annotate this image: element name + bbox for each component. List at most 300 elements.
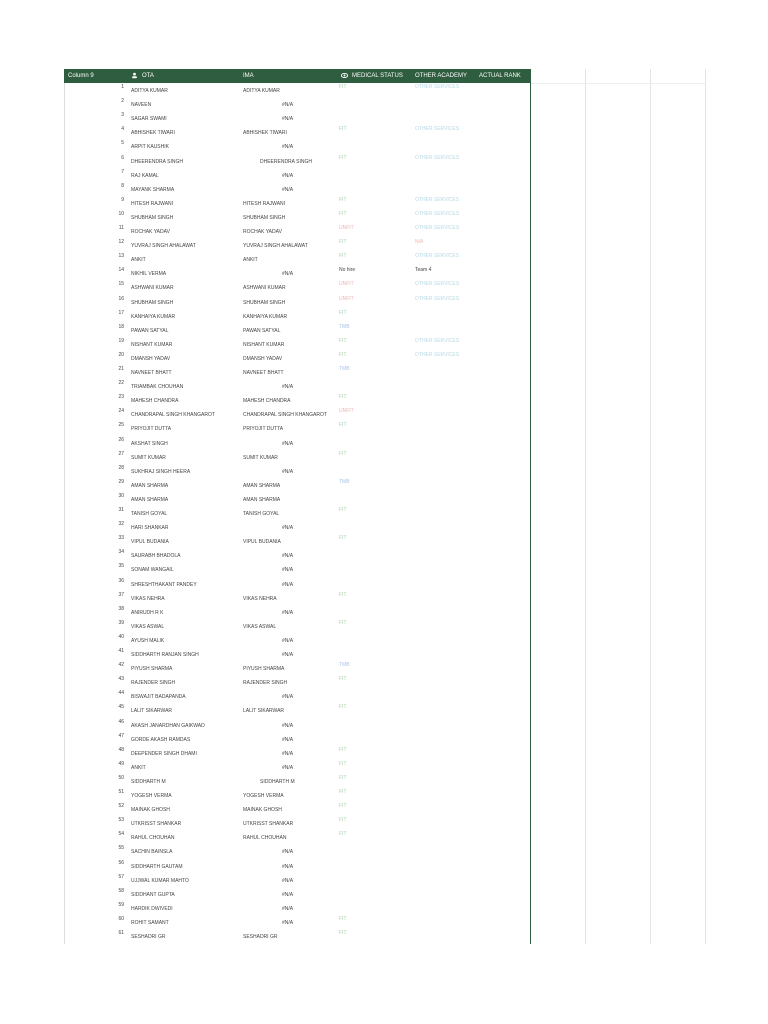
medical-status-cell[interactable]: FIT bbox=[339, 351, 347, 358]
table-row[interactable] bbox=[64, 548, 531, 562]
table-row[interactable] bbox=[64, 605, 531, 619]
ota-cell[interactable]: LALIT SIKARWAR bbox=[131, 708, 173, 715]
ima-cell[interactable]: PRIYOJIT DUTTA bbox=[243, 426, 284, 433]
row-number[interactable]: 42 bbox=[118, 662, 124, 669]
ota-cell[interactable]: SUMIT KUMAR bbox=[131, 454, 166, 461]
ima-cell[interactable]: VIKAS NEHRA bbox=[243, 595, 277, 602]
ima-cell[interactable]: SHUBHAM SINGH bbox=[243, 299, 286, 306]
ima-cell[interactable]: AMAN SHARMA bbox=[243, 496, 281, 503]
ima-cell[interactable]: #N/A bbox=[282, 186, 294, 193]
table-row[interactable] bbox=[64, 760, 531, 774]
table-row[interactable] bbox=[64, 182, 531, 196]
ima-cell[interactable]: VIPUL BUDANIA bbox=[243, 539, 281, 546]
table-row[interactable] bbox=[64, 844, 531, 858]
row-number[interactable]: 20 bbox=[118, 351, 124, 358]
table-row[interactable] bbox=[64, 633, 531, 647]
ota-cell[interactable]: SIDDHANT GUPTA bbox=[131, 891, 175, 898]
ota-cell[interactable]: PAWAN SATYAL bbox=[131, 327, 169, 334]
ima-cell[interactable]: YUVRAJ SINGH AHALAWAT bbox=[243, 243, 308, 250]
other-academy-cell[interactable]: Team 4 bbox=[415, 267, 432, 274]
medical-status-cell[interactable]: FIT bbox=[339, 450, 347, 457]
row-number[interactable]: 18 bbox=[118, 323, 124, 330]
row-number[interactable]: 59 bbox=[118, 901, 124, 908]
table-row[interactable] bbox=[64, 238, 531, 252]
table-row[interactable] bbox=[64, 252, 531, 266]
medical-status-cell[interactable]: FIT bbox=[339, 239, 347, 246]
ota-cell[interactable]: AYUSH MALIK bbox=[131, 637, 165, 644]
ota-cell[interactable]: YOGESH VERMA bbox=[131, 793, 172, 799]
row-number[interactable]: 49 bbox=[118, 760, 124, 767]
row-number[interactable]: 61 bbox=[118, 930, 124, 936]
medical-status-cell[interactable]: FIT bbox=[339, 253, 347, 260]
other-academy-cell[interactable]: OTHER SERVICES bbox=[415, 295, 460, 302]
table-row[interactable] bbox=[64, 450, 531, 464]
ota-cell[interactable]: DMANSH YADAV bbox=[131, 355, 171, 362]
ota-cell[interactable]: ADITYA KUMAR bbox=[131, 88, 168, 94]
medical-status-cell[interactable]: FIT bbox=[339, 803, 347, 810]
medical-status-cell[interactable]: FIT bbox=[339, 746, 347, 753]
row-number[interactable]: 60 bbox=[118, 915, 124, 922]
row-number[interactable]: 43 bbox=[118, 676, 124, 683]
table-row[interactable] bbox=[64, 689, 531, 703]
table-row[interactable] bbox=[64, 323, 531, 337]
ota-cell[interactable]: AKSHAT SINGH bbox=[131, 440, 168, 447]
ota-cell[interactable]: BISWAJIT BADAPANDA bbox=[131, 694, 186, 701]
ima-cell[interactable]: SHUBHAM SINGH bbox=[243, 214, 286, 221]
ima-cell[interactable]: #N/A bbox=[282, 722, 294, 729]
ota-cell[interactable]: ROCHAK YADAV bbox=[131, 229, 170, 235]
medical-status-cell[interactable]: FIT bbox=[339, 309, 347, 316]
ota-cell[interactable]: SHRESHTHAKANT PANDEY bbox=[131, 581, 197, 588]
medical-status-cell[interactable]: FIT bbox=[339, 196, 347, 203]
table-row[interactable] bbox=[64, 351, 531, 365]
ima-cell[interactable]: #N/A bbox=[282, 553, 294, 560]
ota-cell[interactable]: SESHADRI GR bbox=[131, 934, 166, 940]
table-row[interactable] bbox=[64, 577, 531, 591]
medical-status-cell[interactable]: FIT bbox=[339, 817, 347, 824]
ota-cell[interactable]: SAURABH BHADOLA bbox=[131, 553, 181, 560]
ima-cell[interactable]: #N/A bbox=[282, 652, 294, 658]
medical-status-cell[interactable]: UNFIT bbox=[339, 295, 354, 302]
row-number[interactable]: 23 bbox=[118, 394, 124, 401]
ota-cell[interactable]: AKASH JANARDHAN GAIKWAD bbox=[131, 722, 205, 729]
ima-cell[interactable]: #N/A bbox=[282, 468, 294, 475]
table-row[interactable] bbox=[64, 675, 531, 689]
ima-cell[interactable]: KANHAIYA KUMAR bbox=[243, 313, 288, 320]
ota-cell[interactable]: DHEERENDRA SINGH bbox=[131, 158, 183, 165]
row-number[interactable]: 11 bbox=[118, 225, 124, 231]
table-row[interactable] bbox=[64, 280, 531, 294]
table-row[interactable] bbox=[64, 915, 531, 929]
ota-cell[interactable]: ANKIT bbox=[131, 257, 146, 264]
row-number[interactable]: 16 bbox=[118, 295, 124, 302]
ima-cell[interactable]: SESHADRI GR bbox=[243, 934, 278, 940]
ima-cell[interactable]: #N/A bbox=[282, 736, 294, 743]
table-row[interactable] bbox=[64, 901, 531, 915]
ima-cell[interactable]: TANISH GOYAL bbox=[243, 511, 280, 517]
row-number[interactable]: 29 bbox=[118, 478, 124, 485]
table-row[interactable] bbox=[64, 309, 531, 323]
ota-cell[interactable]: VIPUL BUDANIA bbox=[131, 539, 169, 546]
row-number[interactable]: 50 bbox=[118, 774, 124, 781]
ota-cell[interactable]: CHANDRAPAL SINGH KHANGAROT bbox=[131, 412, 215, 419]
ima-cell[interactable]: #N/A bbox=[282, 525, 294, 532]
row-number[interactable]: 41 bbox=[118, 648, 124, 654]
row-number[interactable]: 4 bbox=[121, 126, 124, 133]
other-academy-cell[interactable]: OTHER SERVICES bbox=[415, 351, 460, 358]
row-number[interactable]: 27 bbox=[118, 450, 124, 457]
medical-status-cell[interactable]: FIT bbox=[339, 789, 347, 795]
row-number[interactable]: 22 bbox=[118, 380, 124, 387]
table-row[interactable] bbox=[64, 111, 531, 125]
ota-cell[interactable]: KANHAIYA KUMAR bbox=[131, 313, 176, 320]
row-number[interactable]: 2 bbox=[121, 98, 124, 105]
table-row[interactable] bbox=[64, 703, 531, 717]
row-number[interactable]: 37 bbox=[118, 591, 124, 598]
table-row[interactable] bbox=[64, 774, 531, 788]
ima-cell[interactable]: DHEERENDRA SINGH bbox=[260, 158, 312, 165]
ima-cell[interactable]: #N/A bbox=[282, 440, 294, 447]
ima-cell[interactable]: #N/A bbox=[282, 637, 294, 644]
ota-cell[interactable]: NAVEEN bbox=[131, 102, 152, 109]
ima-cell[interactable]: #N/A bbox=[282, 863, 294, 870]
ima-cell[interactable]: #N/A bbox=[282, 102, 294, 109]
medical-status-cell[interactable]: FIT bbox=[339, 704, 347, 711]
medical-status-cell[interactable]: FIT bbox=[339, 619, 347, 626]
table-row[interactable] bbox=[64, 746, 531, 760]
ima-cell[interactable]: #N/A bbox=[282, 581, 294, 588]
table-row[interactable] bbox=[64, 478, 531, 492]
ota-cell[interactable]: HITESH RAJWANI bbox=[131, 200, 174, 207]
row-number[interactable]: 12 bbox=[118, 239, 124, 246]
row-number[interactable]: 13 bbox=[118, 253, 124, 260]
ima-cell[interactable]: UTKRISST SHANKAR bbox=[243, 821, 294, 828]
ota-cell[interactable]: NIKHIL VERMA bbox=[131, 271, 167, 278]
other-academy-cell[interactable]: OTHER SERVICES bbox=[415, 337, 460, 344]
ota-cell[interactable]: GORDE AKASH RAMDAS bbox=[131, 736, 191, 743]
ima-cell[interactable]: MAINAK GHOSH bbox=[243, 807, 282, 814]
table-row[interactable] bbox=[64, 887, 531, 901]
ota-cell[interactable]: VIKAS ASWAL bbox=[131, 623, 165, 630]
ota-cell[interactable]: DEEPENDER SINGH DHAMI bbox=[131, 750, 197, 757]
table-row[interactable] bbox=[64, 506, 531, 520]
ima-cell[interactable]: AMAN SHARMA bbox=[243, 482, 281, 489]
medical-status-cell[interactable]: FIT bbox=[339, 337, 347, 344]
medical-status-cell[interactable]: FIT bbox=[339, 154, 347, 161]
ota-cell[interactable]: PRIYOJIT DUTTA bbox=[131, 426, 172, 433]
table-row[interactable] bbox=[64, 407, 531, 421]
table-row[interactable] bbox=[64, 929, 531, 943]
table-row[interactable] bbox=[64, 788, 531, 802]
table-row[interactable] bbox=[64, 562, 531, 576]
ota-cell[interactable]: HARI SHANKAR bbox=[131, 525, 169, 532]
other-academy-cell[interactable]: OTHER SERVICES bbox=[415, 281, 460, 288]
row-number[interactable]: 58 bbox=[118, 887, 124, 894]
row-number[interactable]: 51 bbox=[118, 789, 124, 795]
ota-cell[interactable]: RAHUL CHOUHAN bbox=[131, 835, 175, 842]
row-number[interactable]: 54 bbox=[118, 831, 124, 838]
ima-cell[interactable]: #N/A bbox=[282, 750, 294, 757]
row-number[interactable]: 56 bbox=[118, 859, 124, 866]
row-number[interactable]: 38 bbox=[118, 605, 124, 612]
ima-cell[interactable]: SIDDHARTH M bbox=[260, 778, 295, 785]
ota-cell[interactable]: ROHIT SAMANT bbox=[131, 919, 169, 926]
ota-cell[interactable]: SIDDHARTH RANJAN SINGH bbox=[131, 652, 199, 658]
row-number[interactable]: 45 bbox=[118, 704, 124, 711]
table-row[interactable] bbox=[64, 732, 531, 746]
other-academy-cell[interactable]: N/A bbox=[415, 239, 424, 246]
ima-cell[interactable]: ROCHAK YADAV bbox=[243, 229, 282, 235]
ima-cell[interactable]: #N/A bbox=[282, 877, 294, 884]
table-row[interactable] bbox=[64, 647, 531, 661]
row-number[interactable]: 3 bbox=[121, 112, 124, 119]
ima-cell[interactable]: RAJENDER SINGH bbox=[243, 680, 288, 687]
ima-cell[interactable]: PAWAN SATYAL bbox=[243, 327, 281, 334]
other-academy-cell[interactable]: OTHER SERVICES bbox=[415, 154, 460, 161]
row-number[interactable]: 53 bbox=[118, 817, 124, 824]
ima-cell[interactable]: ADITYA KUMAR bbox=[243, 88, 280, 94]
medical-status-cell[interactable]: FIT bbox=[339, 774, 347, 781]
ima-cell[interactable]: PIYUSH SHARMA bbox=[243, 666, 285, 673]
medical-status-cell[interactable]: FIT bbox=[339, 831, 347, 838]
ima-cell[interactable]: DMANSH YADAV bbox=[243, 355, 283, 362]
ota-cell[interactable]: UTKRISST SHANKAR bbox=[131, 821, 182, 828]
other-academy-cell[interactable]: OTHER SERVICES bbox=[415, 210, 460, 217]
medical-status-cell[interactable]: FIT bbox=[339, 930, 347, 936]
row-number[interactable]: 40 bbox=[118, 633, 124, 640]
ota-cell[interactable]: UJJWAL KUMAR MAHTO bbox=[131, 877, 189, 884]
row-number[interactable]: 31 bbox=[118, 507, 124, 513]
row-number[interactable]: 14 bbox=[118, 267, 124, 274]
medical-status-cell[interactable]: FIT bbox=[339, 84, 347, 90]
medical-status-cell[interactable]: TMB bbox=[339, 662, 350, 669]
medical-status-cell[interactable]: FIT bbox=[339, 591, 347, 598]
medical-status-cell[interactable]: FIT bbox=[339, 507, 347, 513]
table-row[interactable] bbox=[64, 154, 531, 168]
other-academy-cell[interactable]: OTHER SERVICES bbox=[415, 84, 460, 90]
ima-cell[interactable]: #N/A bbox=[282, 919, 294, 926]
table-row[interactable] bbox=[64, 619, 531, 633]
ota-cell[interactable]: SACHIN BAINSLA bbox=[131, 849, 173, 856]
ima-cell[interactable]: ANKIT bbox=[243, 257, 258, 264]
ota-cell[interactable]: TRIAMBAK CHOUHAN bbox=[131, 384, 184, 391]
medical-status-cell[interactable]: FIT bbox=[339, 210, 347, 217]
row-number[interactable]: 10 bbox=[118, 210, 124, 217]
table-row[interactable] bbox=[64, 464, 531, 478]
ota-cell[interactable]: ANIRUDH R K bbox=[131, 609, 164, 616]
row-number[interactable]: 26 bbox=[118, 436, 124, 443]
ota-cell[interactable]: RAJENDER SINGH bbox=[131, 680, 176, 687]
row-number[interactable]: 5 bbox=[121, 140, 124, 147]
row-number[interactable]: 9 bbox=[121, 196, 124, 203]
medical-status-cell[interactable]: No hire bbox=[339, 267, 356, 274]
table-row[interactable] bbox=[64, 859, 531, 873]
table-row[interactable] bbox=[64, 83, 531, 97]
header-ota[interactable] bbox=[131, 69, 154, 83]
medical-status-cell[interactable]: FIT bbox=[339, 760, 347, 767]
ota-cell[interactable]: SAGAR SWAMI bbox=[131, 116, 167, 123]
header-rank[interactable]: ACTUAL RANK bbox=[479, 73, 521, 79]
table-row[interactable] bbox=[64, 210, 531, 224]
ota-cell[interactable]: SUKHRAJ SINGH HEERA bbox=[131, 468, 191, 475]
ota-cell[interactable]: PIYUSH SHARMA bbox=[131, 666, 173, 673]
table-row[interactable] bbox=[64, 661, 531, 675]
ota-cell[interactable]: ASHWANI KUMAR bbox=[131, 285, 174, 292]
ima-cell[interactable]: LALIT SIKARWAR bbox=[243, 708, 285, 715]
table-row[interactable] bbox=[64, 365, 531, 379]
ima-cell[interactable]: NAVNEET BHATT bbox=[243, 370, 284, 376]
header-ima[interactable]: IMA bbox=[243, 73, 254, 79]
ima-cell[interactable]: YOGESH VERMA bbox=[243, 793, 284, 799]
other-academy-cell[interactable]: OTHER SERVICES bbox=[415, 126, 460, 133]
medical-status-cell[interactable]: UNFIT bbox=[339, 408, 354, 415]
ota-cell[interactable]: HARDIK DWIVEDI bbox=[131, 905, 173, 912]
ota-cell[interactable]: RAJ KAMAL bbox=[131, 172, 159, 179]
ota-cell[interactable]: ARPIT KAUSHIK bbox=[131, 144, 169, 151]
table-row[interactable] bbox=[64, 802, 531, 816]
table-row[interactable] bbox=[64, 125, 531, 139]
table-row[interactable] bbox=[64, 379, 531, 393]
other-academy-cell[interactable]: OTHER SERVICES bbox=[415, 225, 460, 231]
medical-status-cell[interactable]: FIT bbox=[339, 422, 347, 429]
ima-cell[interactable]: #N/A bbox=[282, 567, 294, 574]
ima-cell[interactable]: SUMIT KUMAR bbox=[243, 454, 278, 461]
row-number[interactable]: 28 bbox=[118, 464, 124, 471]
row-number[interactable]: 52 bbox=[118, 803, 124, 810]
medical-status-cell[interactable]: FIT bbox=[339, 535, 347, 542]
row-number[interactable]: 44 bbox=[118, 690, 124, 697]
ima-cell[interactable]: #N/A bbox=[282, 609, 294, 616]
row-number[interactable]: 15 bbox=[118, 281, 124, 288]
ima-cell[interactable]: HITESH RAJWANI bbox=[243, 200, 286, 207]
table-row[interactable] bbox=[64, 421, 531, 435]
medical-status-cell[interactable]: UNFIT bbox=[339, 281, 354, 288]
row-number[interactable]: 46 bbox=[118, 718, 124, 725]
ota-cell[interactable]: NAVNEET BHATT bbox=[131, 370, 172, 376]
medical-status-cell[interactable]: FIT bbox=[339, 394, 347, 401]
ota-cell[interactable]: ABHISHEK TIWARI bbox=[131, 130, 175, 137]
header-col9[interactable]: Column 9 bbox=[68, 73, 94, 79]
table-row[interactable] bbox=[64, 168, 531, 182]
table-row[interactable] bbox=[64, 224, 531, 238]
ima-cell[interactable]: #N/A bbox=[282, 849, 294, 856]
ota-cell[interactable]: MAINAK GHOSH bbox=[131, 807, 170, 814]
ota-cell[interactable]: ANKIT bbox=[131, 764, 146, 771]
ima-cell[interactable]: #N/A bbox=[282, 144, 294, 151]
medical-status-cell[interactable]: FIT bbox=[339, 915, 347, 922]
row-number[interactable]: 33 bbox=[118, 535, 124, 542]
row-number[interactable]: 55 bbox=[118, 845, 124, 852]
row-number[interactable]: 24 bbox=[118, 408, 124, 415]
ota-cell[interactable]: AMAN SHARMA bbox=[131, 496, 169, 503]
row-number[interactable]: 25 bbox=[118, 422, 124, 429]
ota-cell[interactable]: AMAN SHARMA bbox=[131, 482, 169, 489]
medical-status-cell[interactable]: TMB bbox=[339, 366, 350, 372]
table-row[interactable] bbox=[64, 295, 531, 309]
ima-cell[interactable]: #N/A bbox=[282, 905, 294, 912]
ota-cell[interactable]: SHUBHAM SINGH bbox=[131, 214, 174, 221]
row-number[interactable]: 19 bbox=[118, 337, 124, 344]
ima-cell[interactable]: #N/A bbox=[282, 891, 294, 898]
ota-cell[interactable]: SIDDHARTH GAUTAM bbox=[131, 863, 183, 870]
row-number[interactable]: 17 bbox=[118, 309, 124, 316]
ima-cell[interactable]: NISHANT KUMAR bbox=[243, 341, 285, 348]
table-row[interactable] bbox=[64, 492, 531, 506]
row-number[interactable]: 47 bbox=[118, 732, 124, 739]
table-row[interactable] bbox=[64, 830, 531, 844]
other-academy-cell[interactable]: OTHER SERVICES bbox=[415, 253, 460, 260]
ota-cell[interactable]: NISHANT KUMAR bbox=[131, 341, 173, 348]
ota-cell[interactable]: SIDDHARTH M bbox=[131, 778, 166, 785]
table-row[interactable] bbox=[64, 534, 531, 548]
medical-status-cell[interactable]: UNFIT bbox=[339, 225, 354, 231]
row-number[interactable]: 21 bbox=[118, 366, 124, 372]
ota-cell[interactable]: MAHESH CHANDRA bbox=[131, 398, 179, 405]
row-number[interactable]: 7 bbox=[121, 168, 124, 175]
ima-cell[interactable]: #N/A bbox=[282, 116, 294, 123]
row-number[interactable]: 57 bbox=[118, 873, 124, 880]
table-row[interactable] bbox=[64, 266, 531, 280]
ota-cell[interactable]: MAYANK SHARMA bbox=[131, 186, 175, 193]
ima-cell[interactable]: VIKAS ASWAL bbox=[243, 623, 277, 630]
medical-status-cell[interactable]: TMB bbox=[339, 323, 350, 330]
ima-cell[interactable]: #N/A bbox=[282, 271, 294, 278]
row-number[interactable]: 48 bbox=[118, 746, 124, 753]
table-row[interactable] bbox=[64, 393, 531, 407]
row-number[interactable]: 1 bbox=[121, 84, 124, 90]
medical-status-cell[interactable]: FIT bbox=[339, 676, 347, 683]
row-number[interactable]: 30 bbox=[118, 492, 124, 499]
ota-cell[interactable]: YUVRAJ SINGH AHALAWAT bbox=[131, 243, 196, 250]
ima-cell[interactable]: ASHWANI KUMAR bbox=[243, 285, 286, 292]
table-row[interactable] bbox=[64, 591, 531, 605]
header-medical[interactable] bbox=[341, 69, 403, 83]
table-row[interactable] bbox=[64, 196, 531, 210]
ima-cell[interactable]: #N/A bbox=[282, 172, 294, 179]
row-number[interactable]: 36 bbox=[118, 577, 124, 584]
table-row[interactable] bbox=[64, 97, 531, 111]
table-row[interactable] bbox=[64, 816, 531, 830]
row-number[interactable]: 32 bbox=[118, 521, 124, 528]
header-academy[interactable]: OTHER ACADEMY bbox=[415, 73, 468, 79]
row-number[interactable]: 6 bbox=[121, 154, 124, 161]
table-row[interactable] bbox=[64, 873, 531, 887]
medical-status-cell[interactable]: TMB bbox=[339, 478, 350, 485]
table-row[interactable] bbox=[64, 520, 531, 534]
row-number[interactable]: 8 bbox=[121, 182, 124, 189]
ota-cell[interactable]: TANISH GOYAL bbox=[131, 511, 168, 517]
ima-cell[interactable]: RAHUL CHOUHAN bbox=[243, 835, 287, 842]
table-row[interactable] bbox=[64, 436, 531, 450]
other-academy-cell[interactable]: OTHER SERVICES bbox=[415, 196, 460, 203]
medical-status-cell[interactable]: FIT bbox=[339, 126, 347, 133]
ota-cell[interactable]: SHUBHAM SINGH bbox=[131, 299, 174, 306]
ima-cell[interactable]: ABHISHEK TIWARI bbox=[243, 130, 287, 137]
ima-cell[interactable]: CHANDRAPAL SINGH KHANGAROT bbox=[243, 412, 327, 419]
row-number[interactable]: 34 bbox=[118, 549, 124, 556]
ota-cell[interactable]: VIKAS NEHRA bbox=[131, 595, 165, 602]
table-row[interactable] bbox=[64, 337, 531, 351]
ima-cell[interactable]: MAHESH CHANDRA bbox=[243, 398, 291, 405]
ima-cell[interactable]: #N/A bbox=[282, 384, 294, 391]
row-number[interactable]: 39 bbox=[118, 619, 124, 626]
table-row[interactable] bbox=[64, 718, 531, 732]
ima-cell[interactable]: #N/A bbox=[282, 764, 294, 771]
table-row[interactable] bbox=[64, 139, 531, 153]
row-number[interactable]: 35 bbox=[118, 563, 124, 570]
ima-cell[interactable]: #N/A bbox=[282, 694, 294, 701]
ota-cell[interactable]: SONAM WANGAIL bbox=[131, 567, 174, 574]
